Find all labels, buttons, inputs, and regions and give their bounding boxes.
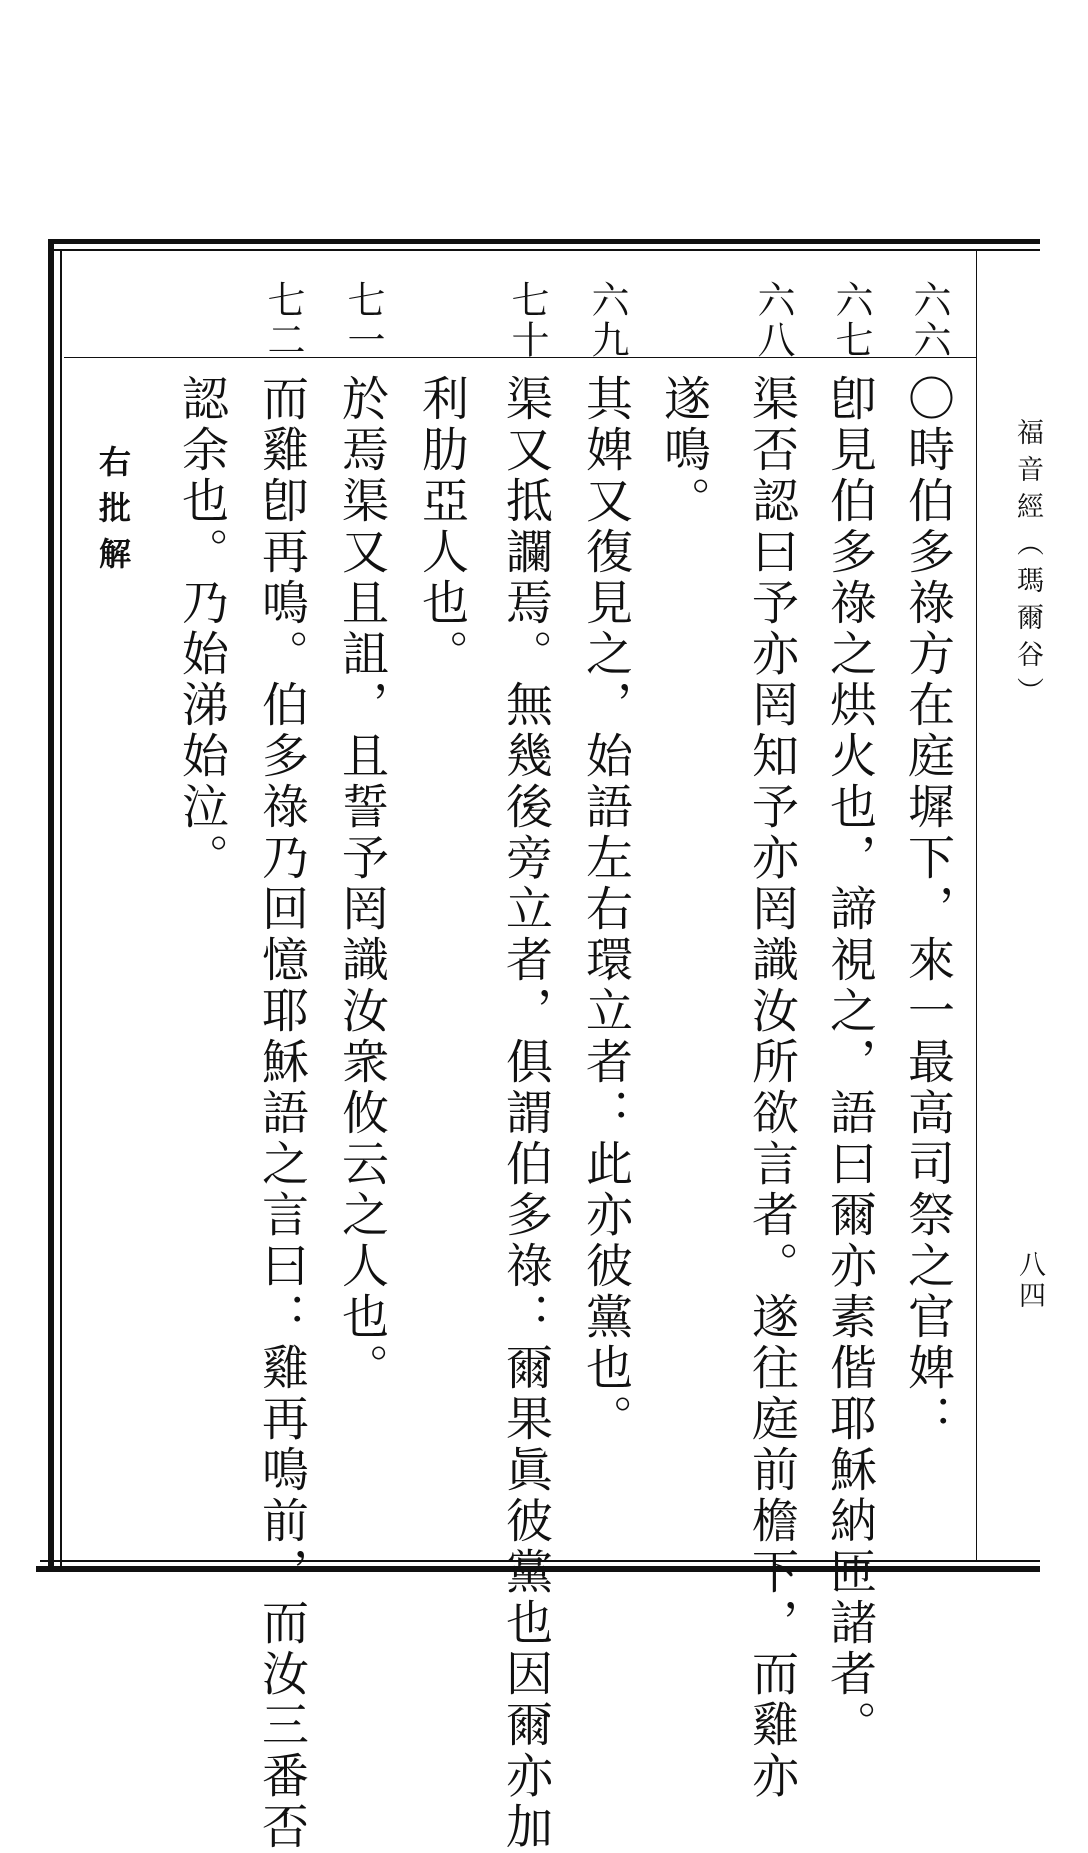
verse-number: 六九 (585, 280, 629, 360)
verse-number: 七十 (505, 280, 549, 360)
frame-top-rule (48, 239, 1040, 244)
verse-text: 渠否認曰予亦罔知予亦罔識汝所欲言者。遂往庭前檐下，而雞亦 (744, 374, 799, 1802)
verse-text: 卽見伯多祿之烘火也，諦視之，語曰爾亦素偕耶穌納匝諸者。 (822, 374, 877, 1751)
margin-rule (976, 251, 977, 1560)
frame-left-rule (48, 239, 54, 1572)
book-title: 福音經（瑪爾谷） (1012, 418, 1043, 714)
verse-number: 六七 (829, 280, 873, 360)
verse-text: 於焉渠又且詛，且誓予罔識汝衆攸云之人也。 (334, 374, 389, 1394)
verse-text: 其婢又復見之，始語左右環立者：此亦彼黨也。 (578, 374, 633, 1445)
page-number: 八四 (1014, 1250, 1045, 1312)
verse-text-continuation: 遂鳴。 (656, 374, 711, 527)
verse-text-continuation: 利肋亞人也。 (414, 374, 469, 680)
frame-left-rule-thin (60, 249, 62, 1566)
verse-number: 六八 (751, 280, 795, 360)
verse-text: 而雞卽再鳴。伯多祿乃回憶耶穌語之言曰：雞再鳴前，而汝三番否 (254, 374, 309, 1853)
verse-text: 渠又抵讕焉。無幾後旁立者，俱謂伯多祿：爾果眞彼黨也因爾亦加 (498, 374, 553, 1853)
verse-number: 七一 (341, 280, 385, 360)
verse-number: 六六 (907, 280, 951, 360)
verse-text-continuation: 認余也。乃始涕始泣。 (174, 374, 229, 884)
verse-number: 七二 (261, 280, 305, 360)
note-heading: 右批解 (94, 445, 132, 583)
verse-text: 〇時伯多祿方在庭墀下，來一最高司祭之官婢： (900, 374, 955, 1445)
frame-top-rule-thin (48, 249, 1040, 251)
